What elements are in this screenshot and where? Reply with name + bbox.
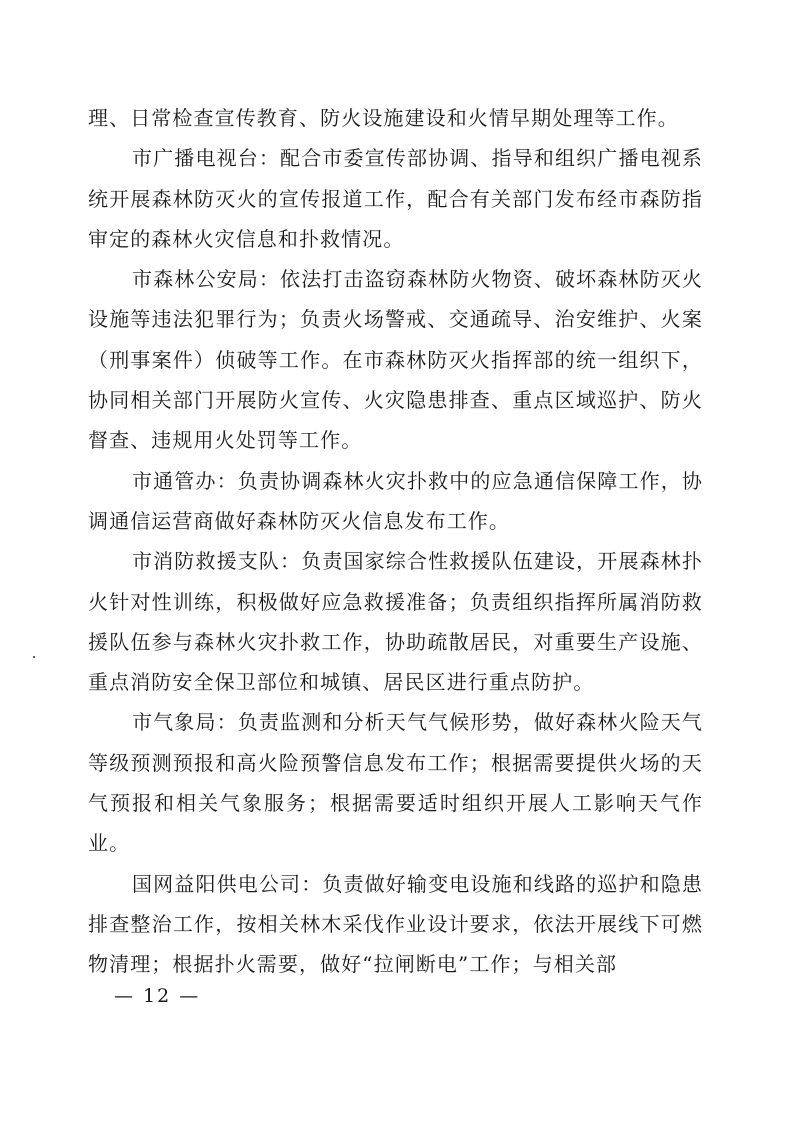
- paragraph-forest-police: 市森林公安局：依法打击盗窃森林防火物资、破坏森林防灭火设施等违法犯罪行为；负责火场警戒、交通疏导、治安维护、火案（刑事案件）侦破等工作。在市森林防灭火指挥部的统一组织下，协同相关部门开展防火宣传、火灾隐患排查、重点区域巡护、防火督查、违规用火处罚等工作。: [88, 267, 703, 453]
- page-number: — 12 —: [114, 985, 201, 1007]
- margin-mark: [33, 656, 35, 658]
- paragraph-continuation: 理、日常检查宣传教育、防火设施建设和火情早期处理等工作。: [88, 106, 679, 130]
- paragraph-fire-rescue: 市消防救援支队：负责国家综合性救援队伍建设，开展森林扑火针对性训练，积极做好应急救援准备；负责组织指挥所属消防救援队伍参与森林火灾扑救工作，协助疏散居民，对重要生产设施、重点消防安全保卫部位和城镇、居民区进行重点防护。: [88, 549, 703, 695]
- body-text: [88, 98, 703, 985]
- paragraph-meteorological-bureau: 市气象局：负责监测和分析天气气候形势，做好森林火险天气等级预测预报和高火险预警信息发布工作；根据需要提供火场的天气预报和相关气象服务；根据需要适时组织开展人工影响天气作业。: [88, 710, 703, 856]
- paragraph-telecom-office: 市通管办：负责协调森林火灾扑救中的应急通信保障工作，协调通信运营商做好森林防灭火信息发布工作。: [88, 468, 703, 533]
- paragraph-power-supply: 国网益阳供电公司：负责做好输变电设施和线路的巡护和隐患排查整治工作，按相关林木采伐作业设计要求，依法开展线下可燃物清理；根据扑火需要，做好“拉闸断电”工作；与相关部: [88, 871, 703, 977]
- paragraph-broadcast-tv: 市广播电视台：配合市委宣传部协调、指导和组织广播电视系统开展森林防灭火的宣传报道工作，配合有关部门发布经市森防指审定的森林火灾信息和扑救情况。: [88, 146, 703, 251]
